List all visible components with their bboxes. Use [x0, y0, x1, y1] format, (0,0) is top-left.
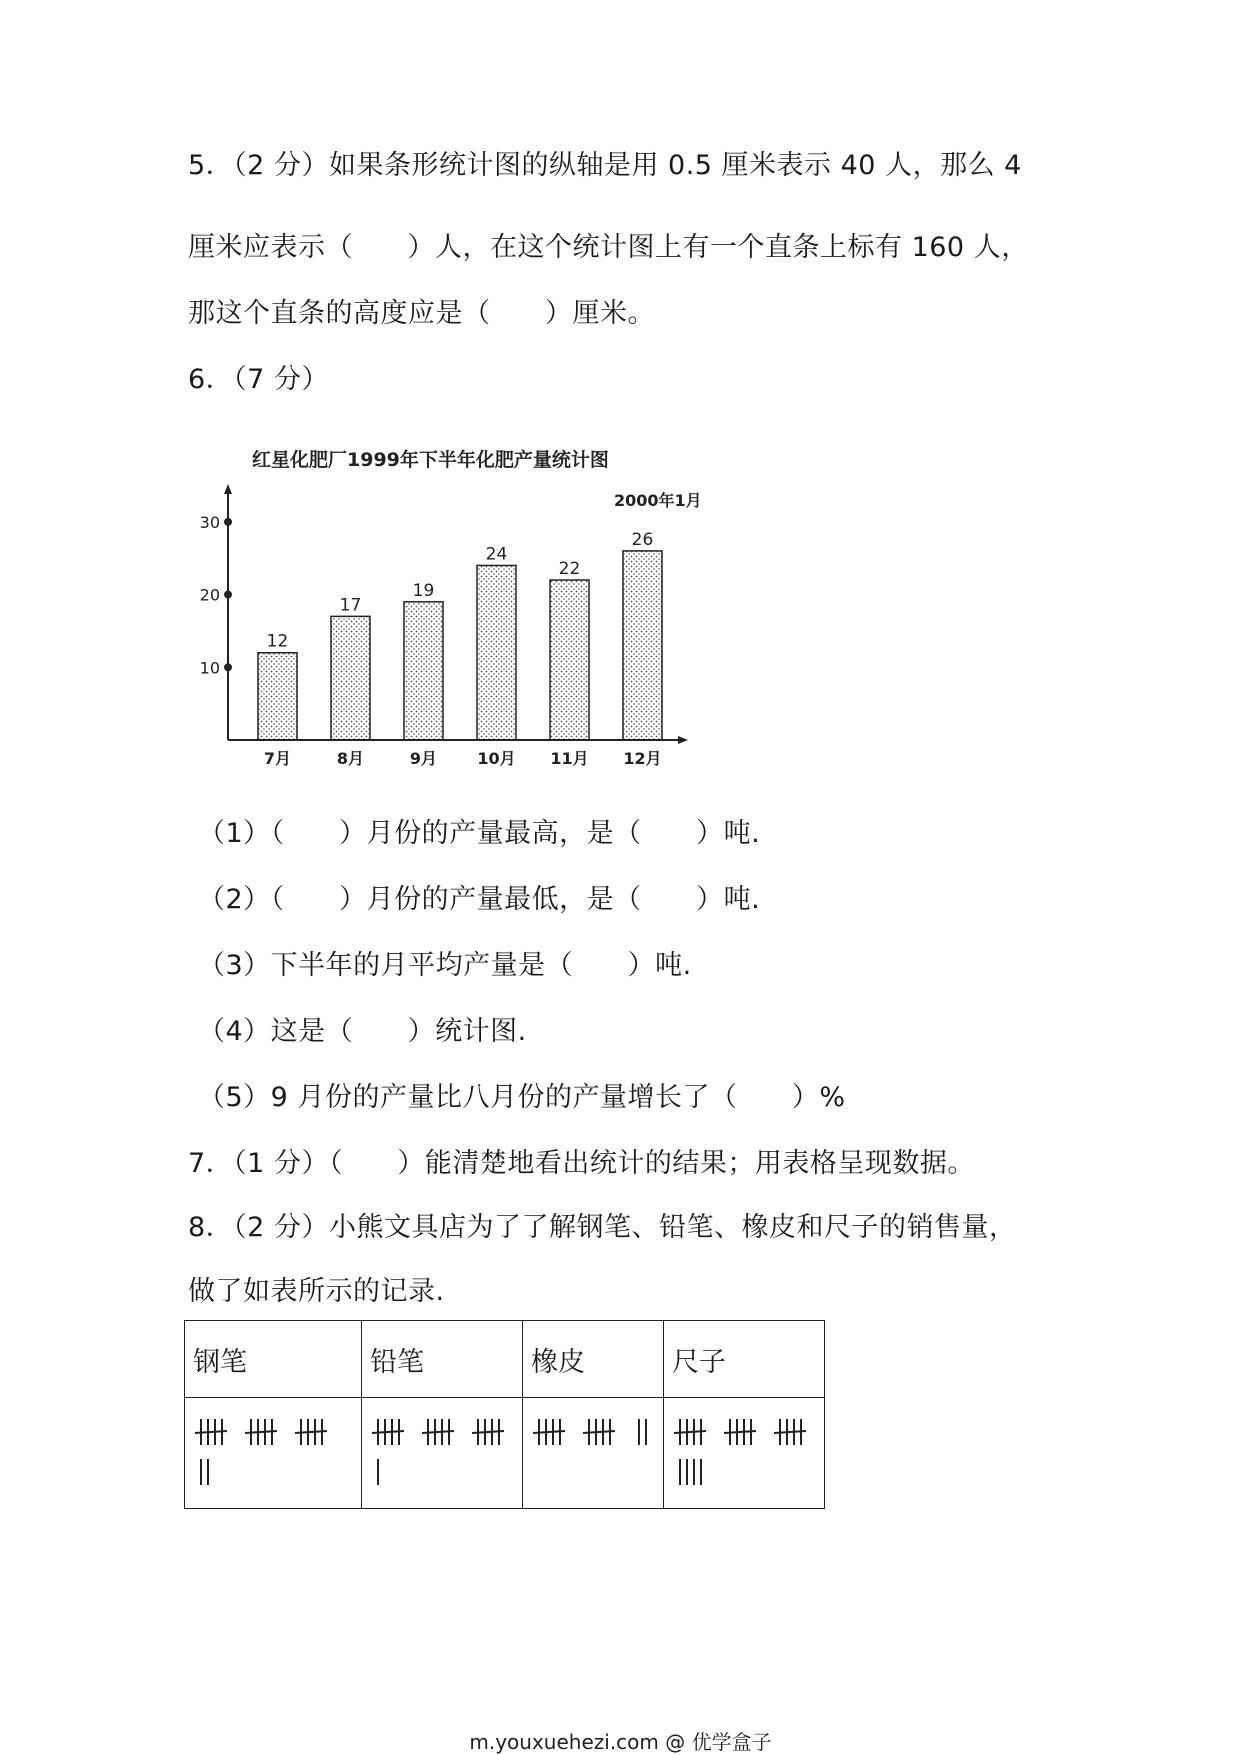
chart-title: 红星化肥厂1999年下半年化肥产量统计图 — [252, 449, 609, 471]
tally-group — [472, 1419, 504, 1445]
tally-group — [583, 1419, 615, 1445]
tally-group — [372, 1419, 404, 1445]
tally-marks — [531, 1413, 655, 1493]
bar-9月 — [404, 602, 443, 740]
tally-group — [674, 1419, 706, 1445]
x-category-label: 8月 — [336, 749, 365, 768]
q6-sub5: （5）9 月份的产量比八月份的产量增长了（ ）% — [198, 1082, 846, 1113]
y-axis-arrow — [224, 484, 232, 494]
header-pencil: 铅笔 — [362, 1321, 523, 1398]
tally-marks — [370, 1413, 510, 1493]
tally-group — [195, 1419, 227, 1445]
x-category-label: 11月 — [550, 749, 589, 768]
q6-sub3: （3）下半年的月平均产量是（ ）吨. — [198, 950, 692, 981]
q5-line2: 厘米应表示（ ）人，在这个统计图上有一个直条上标有 160 人， — [188, 232, 1029, 263]
tally-pencil — [362, 1398, 523, 1509]
header-pen: 钢笔 — [185, 1321, 362, 1398]
tally-pen — [185, 1398, 362, 1509]
tally-marks — [193, 1413, 343, 1493]
tally-group — [680, 1459, 701, 1485]
bar-value-label: 22 — [558, 559, 581, 579]
bar-11月 — [550, 580, 589, 740]
bar-7月 — [258, 653, 297, 740]
bar-value-label: 24 — [485, 544, 508, 565]
bar-value-label: 17 — [339, 595, 362, 616]
q7-line1: 7．（1 分）（ ）能清楚地看出统计的结果；用表格呈现数据。 — [188, 1148, 975, 1179]
q8-line2: 做了如表所示的记录. — [188, 1276, 445, 1307]
tally-group — [639, 1419, 646, 1445]
tally-ruler — [664, 1398, 825, 1509]
bar-12月 — [623, 551, 662, 740]
q6-header: 6．（7 分） — [188, 364, 329, 395]
bar-10月 — [477, 565, 516, 740]
bar-value-label: 12 — [266, 631, 289, 652]
x-category-label: 10月 — [477, 749, 516, 768]
sales-tally-table — [184, 1320, 825, 1509]
tally-marks — [672, 1413, 816, 1493]
x-category-label: 9月 — [409, 749, 438, 768]
q6-sub2: （2）（ ）月份的产量最低，是（ ）吨. — [198, 884, 761, 915]
tally-group — [422, 1419, 454, 1445]
y-tick-label: 20 — [199, 585, 220, 605]
x-axis-arrow — [678, 736, 688, 744]
q8-line1: 8．（2 分）小熊文具店为了了解钢笔、铅笔、橡皮和尺子的销售量， — [188, 1212, 1017, 1243]
header-eraser: 橡皮 — [523, 1321, 664, 1398]
tally-group — [774, 1419, 806, 1445]
footer-source: m.youxuehezi.com @ 优学盒子 — [469, 1730, 772, 1754]
bar-value-label: 26 — [631, 529, 654, 550]
q6-sub1: （1）（ ）月份的产量最高，是（ ）吨. — [198, 818, 761, 849]
production-bar-chart — [190, 440, 710, 780]
tally-group — [533, 1419, 565, 1445]
header-ruler: 尺子 — [664, 1321, 825, 1398]
q5-line1: 5．（2 分）如果条形统计图的纵轴是用 0.5 厘米表示 40 人，那么 4 — [188, 150, 1022, 181]
x-category-label: 7月 — [263, 749, 292, 768]
chart-date-note: 2000年1月 — [614, 491, 702, 510]
bar-value-label: 19 — [412, 580, 435, 601]
q6-sub4: （4）这是（ ）统计图. — [198, 1016, 527, 1047]
y-tick-label: 30 — [199, 512, 220, 532]
x-category-label: 12月 — [623, 749, 662, 768]
bar-8月 — [331, 616, 370, 740]
tally-group — [295, 1419, 327, 1445]
chart-bars — [258, 530, 662, 768]
q5-line3: 那这个直条的高度应是（ ）厘米。 — [188, 298, 655, 329]
tally-eraser — [523, 1398, 664, 1509]
tally-group — [245, 1419, 277, 1445]
tally-group — [724, 1419, 756, 1445]
tally-group — [201, 1459, 208, 1485]
y-tick-label: 10 — [199, 658, 220, 678]
